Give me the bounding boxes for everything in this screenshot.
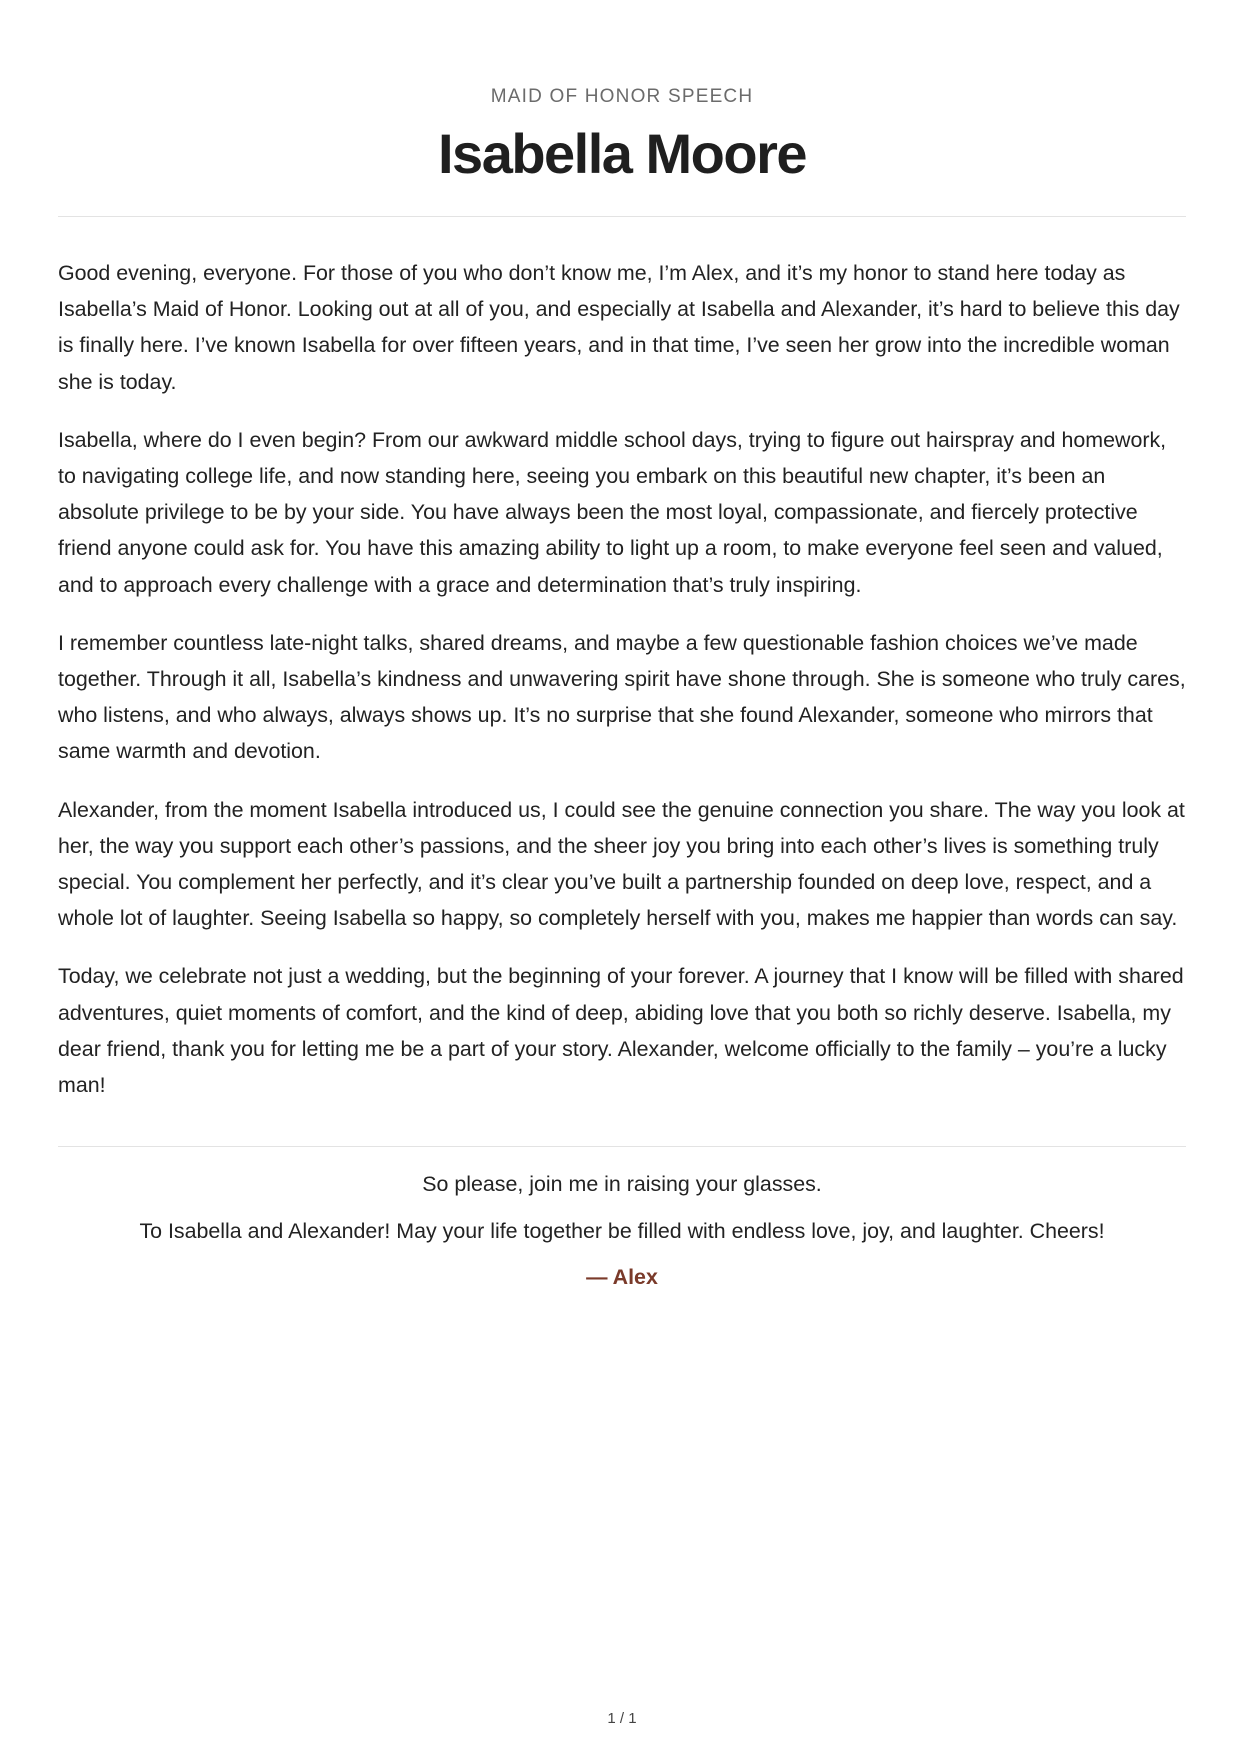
closing-divider xyxy=(58,1146,1186,1147)
speech-closing xyxy=(58,1169,1186,1291)
signature: — Alex xyxy=(586,1265,658,1290)
page-title: Isabella Moore xyxy=(437,122,807,185)
speech-paragraph: I remember countless late-night talks, shared dreams, and maybe a few questionable fashion choices we’ve made together. Through it all, Isabella’s kindness and unwavering spirit have shone through. She is someone who truly cares, who listens, and who always, always shows up. It’s no surprise that she found Alexander, someone who mirrors that same warmth and devotion. xyxy=(58,630,1186,764)
document-page xyxy=(58,0,1186,1756)
speech-paragraph: Today, we celebrate not just a wedding, but the beginning of your forever. A journey that I know will be filled with shared adventures, quiet moments of comfort, and the kind of deep, abiding love that you both so richly deserve. Isabella, my dear friend, thank you for letting me be a part of your story. Alexander, welcome officially to the family – you’re a lucky man! xyxy=(58,964,1184,1098)
speech-paragraph: Isabella, where do I even begin? From our awkward middle school days, trying to figure out hairspray and homework, to navigating college life, and now standing here, seeing you embark on this beautiful new chapter, it’s been an absolute privilege to be by your side. You have always been the most loyal, compassionate, and fiercely protective friend anyone could ask for. You have this amazing ability to light up a room, to make everyone feel seen and valued, and to approach every challenge with a grace and determination that’s truly inspiring. xyxy=(58,427,1167,597)
speech-header xyxy=(58,0,1186,186)
speech-body xyxy=(58,255,1186,1103)
speech-type-label: MAID OF HONOR SPEECH xyxy=(490,86,754,107)
closing-toast: To Isabella and Alexander! May your life together be filled with endless love, joy, and laughter. Cheers! xyxy=(139,1219,1105,1244)
speech-paragraph: Good evening, everyone. For those of you who don’t know me, I’m Alex, and it’s my honor to stand here today as Isabella’s Maid of Honor. Looking out at all of you, and especially at Isabella and Alexander, it’s hard to believe this day is finally here. I’ve known Isabella for over fifteen years, and in that time, I’ve seen her grow into the incredible woman she is today. xyxy=(58,261,1180,394)
header-divider xyxy=(58,216,1186,217)
speech-paragraph: Alexander, from the moment Isabella introduced us, I could see the genuine connection you share. The way you look at her, the way you support each other’s passions, and the sheer joy you bring into each other’s lives is something truly special. You complement her perfectly, and it’s clear you’ve built a partnership founded on deep love, respect, and a whole lot of laughter. Seeing Isabella so happy, so completely herself with you, makes me happier than words can say. xyxy=(58,797,1185,931)
page-number: 1 / 1 xyxy=(607,1710,637,1727)
closing-invite: So please, join me in raising your glasses. xyxy=(422,1172,822,1197)
